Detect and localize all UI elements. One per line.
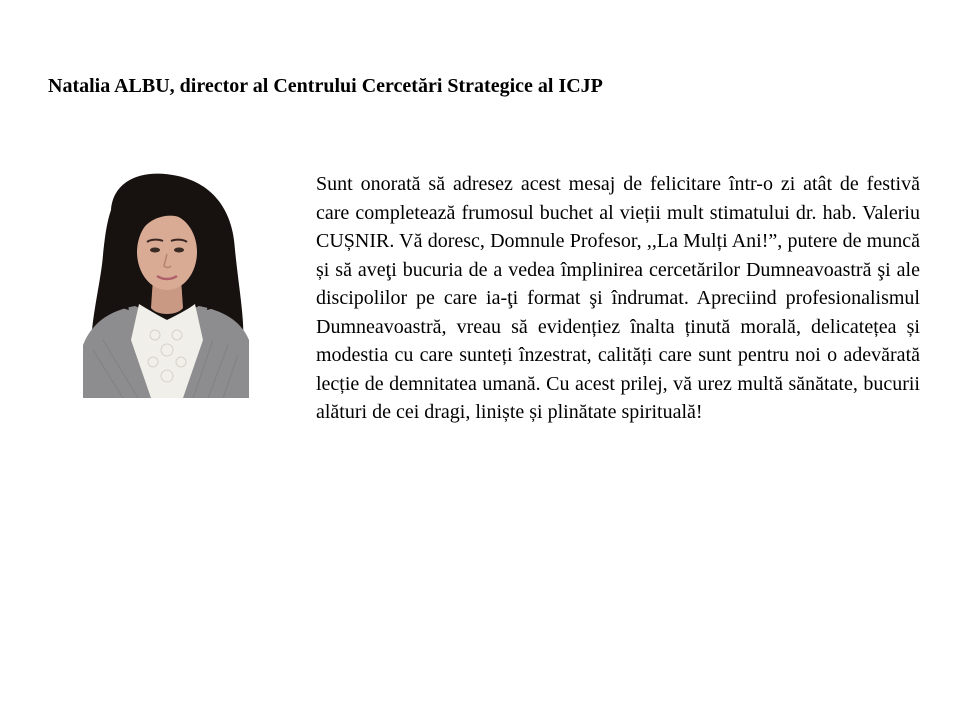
portrait-photo-icon [83, 170, 249, 398]
author-title: Natalia ALBU, director al Centrului Cercetări Strategice al ICJP [48, 75, 603, 97]
congratulation-message: Sunt onorată să adresez acest mesaj de felicitare într-o zi atât de festivă care completează frumosul buchet al vieții mult stimatului dr. hab. Valeriu CUȘNIR. Vă doresc, Domnule Profesor, ,,La Mulți Ani!”, putere de muncă și să aveţi bucuria de a vedea împlinirea cercetărilor Dumneavoastră şi ale discipolilor pe care ia-ţi format şi îndrumat. Apreciind profesionalismul Dumneavoastră, vreau să evidențiez înalta ținută morală, delicatețea și modestia cu care sunteți înzestrat, calități care sunt pentru noi o adevărată lecție de demnitatea umană. Cu acest prilej, vă urez multă sănătate, bucurii alături de cei dragi, liniște și plinătate spirituală! [316, 173, 920, 423]
left-eye [150, 248, 160, 253]
author-photo [83, 170, 249, 398]
right-eye [174, 248, 184, 253]
